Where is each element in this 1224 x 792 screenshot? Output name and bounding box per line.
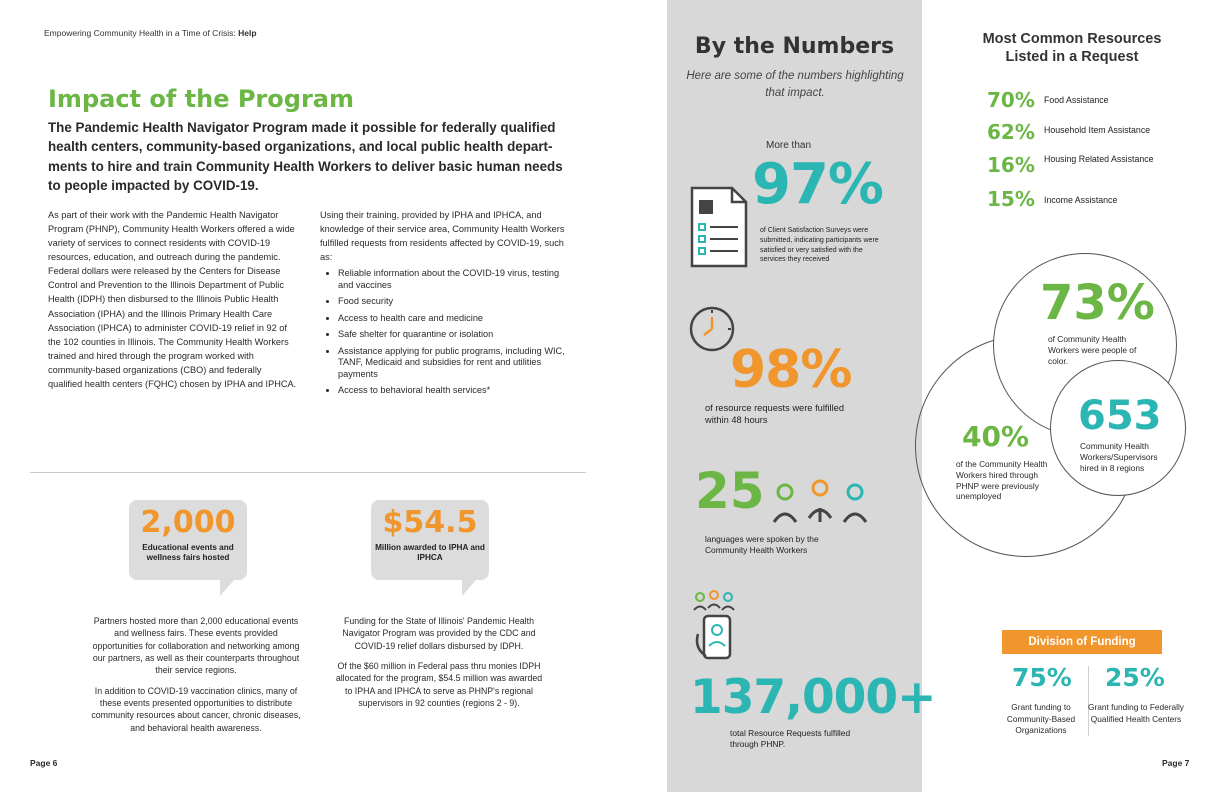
workers-653-caption: Community Health Workers/Supervisors hired in 8 regions (1080, 441, 1158, 473)
phone-hand-icon (690, 590, 746, 662)
section-divider (30, 472, 586, 473)
callout-events-caption: Educational events and wellness fairs hosted (142, 543, 234, 563)
services-list (320, 268, 570, 397)
events-story-p2: In addition to COVID-19 vaccination clinics, many of these events presented opportunities to distribute community resources about cancer, chronic diseases, and behavioral health awareness. (91, 685, 301, 733)
list-item: • Safe shelter for quarantine or isolation (338, 329, 570, 341)
list-item: • Access to behavioral health services* (338, 385, 570, 397)
list-item: • Assistance applying for public programs, including WIC, TANF, Medicaid and subsidies for rent and utilities payments (338, 346, 570, 381)
stat-137000-caption: total Resource Requests fulfilled through PHNP. (730, 728, 851, 750)
stat-25-caption: languages were spoken by the Community Health Workers (705, 534, 819, 556)
people-icon (770, 478, 872, 528)
workers-73-caption: of Community Health Workers were people of color. (1048, 334, 1137, 366)
impact-column-1: As part of their work with the Pandemic Health Navigator Program (PHNP), Community Health Workers offered a wide variety of services to connect residents with COVID-19 resources, education, and outreach during the pandemic. Federal dollars were released by the Centers for Disease Control and Prevention to the Illinois Department of Public Health (IDPH) then disbursed to the Illinois Public Health Association (IPHA) and the Illinois Primary Health Care Association (IPHCA) to administer COVID-19 relief in 92 of the 102 counties in Illinois. The Community Health Workers trained and hired through the program worked with community-based organizations (CBO) and federally qualified health centers (FQHC) chosen by IPHA and IPHCA. (48, 210, 297, 389)
impact-column-2 (320, 208, 570, 402)
resource-pct: 15% (987, 187, 1035, 211)
list-item: • Reliable information about the COVID-19 virus, testing and vaccines (338, 268, 570, 291)
numbers-title: By the Numbers (694, 34, 895, 59)
callout-events-value: 2,000 (140, 505, 236, 540)
funding-cbo-value: 75% (1012, 663, 1072, 692)
funding-divider (1088, 666, 1089, 736)
callout-funding (371, 500, 489, 580)
more-than-label: More than (766, 140, 812, 151)
resource-label: Food Assistance (1044, 95, 1109, 105)
callout-funding-value: $54.5 (382, 505, 478, 540)
page-number-left: Page 6 (30, 758, 58, 768)
running-head (44, 28, 257, 38)
stat-25-value: 25 (695, 462, 765, 520)
callout-tail (220, 580, 234, 596)
list-item: • Food security (338, 296, 570, 308)
workers-40-caption: of the Community Health Workers hired through PHNP were previously unemployed (956, 459, 1048, 502)
events-story-p1: Partners hosted more than 2,000 educational events and wellness fairs. These events provided opportunities for collaboration and networking among our partners, as well as their counterparts throughout their service regions. (92, 616, 300, 676)
impact-title: Impact of the Program (48, 85, 354, 113)
resources-title: Most Common Resources Listed in a Request (982, 31, 1162, 66)
workers-73-value: 73% (1040, 275, 1155, 331)
numbers-subtitle: Here are some of the numbers highlighting that impact. (686, 70, 904, 100)
callout-events (129, 500, 247, 580)
stat-98-caption: of resource requests were fulfilled within 48 hours (705, 403, 845, 426)
resource-pct: 70% (987, 88, 1035, 112)
clock-icon (688, 305, 736, 353)
events-story (90, 615, 302, 742)
impact-lead: The Pandemic Health Navigator Program made it possible for federally qualified health centers, community-based organizations, and local public health depart-ments to hire and train Community Health Workers to deliver basic human needs to people impacted by COVID-19. (48, 120, 563, 194)
funding-fqhc-value: 25% (1105, 663, 1165, 692)
funding-story (332, 615, 546, 717)
stat-97-caption: of Client Satisfaction Surveys were submitted, indicating participants were satisfied or very satisfied with the services they received (760, 227, 879, 264)
resource-label: Income Assistance (1044, 195, 1118, 205)
workers-40-value: 40% (962, 420, 1030, 453)
callout-funding-caption: Million awarded to IPHA and IPHCA (375, 543, 485, 563)
list-item: • Access to health care and medicine (338, 313, 570, 325)
resource-pct: 62% (987, 120, 1035, 144)
funding-story-p1: Funding for the State of Illinois' Pandemic Health Navigator Program was provided by the CDC and COVID-19 relief dollars disbursed by IDPH. (342, 616, 536, 651)
running-head-text: Empowering Community Health in a Time of Crisis: (44, 28, 239, 38)
funding-cbo-caption: Grant funding to Community-Based Organizations (1006, 702, 1076, 736)
workers-653-value: 653 (1078, 393, 1162, 439)
stat-97-value: 97% (752, 152, 884, 217)
funding-title: Division of Funding (1002, 630, 1162, 654)
stat-98-value: 98% (730, 340, 852, 400)
callout-tail (462, 580, 476, 596)
running-head-bold: Help (238, 28, 257, 38)
funding-story-p2: Of the $60 million in Federal pass thru monies IDPH allocated for the program, $54.5 million was awarded to IPHA and IPHCA to serve as PHNP's regional supervisors in 92 counties (regions 2 - 9). (335, 660, 543, 708)
impact-column-2-intro: Using their training, provided by IPHA and IPHCA, and knowledge of their service area, Community Health Workers fulfilled requests from residents affected by COVID-19, such as: (320, 210, 565, 263)
resource-label: Housing Related Assistance (1044, 154, 1154, 164)
clipboard-icon (688, 186, 750, 268)
resource-label: Household Item Assistance (1044, 125, 1151, 135)
resource-pct: 16% (987, 153, 1035, 177)
funding-fqhc-caption: Grant funding to Federally Qualified Health Centers (1088, 702, 1184, 724)
page-number-right: Page 7 (1162, 758, 1190, 768)
stat-137000-value: 137,000+ (690, 670, 936, 725)
